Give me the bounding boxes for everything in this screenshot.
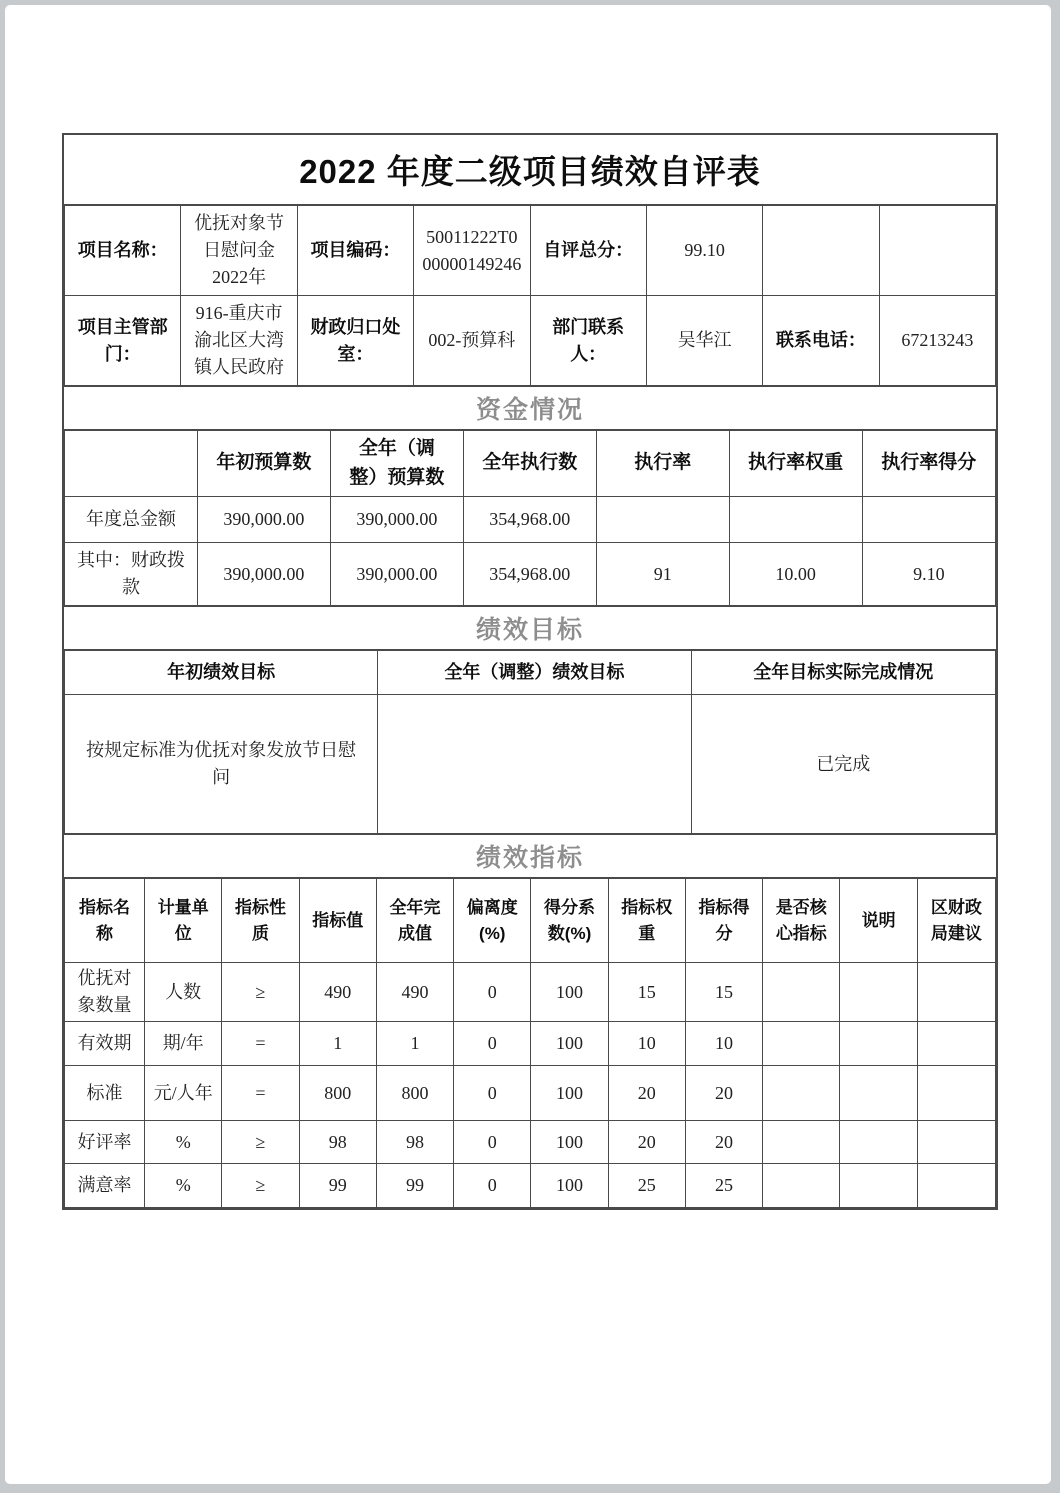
indicator-cell: 15	[608, 963, 685, 1022]
indicators-table	[64, 878, 996, 1208]
funding-header-executed: 全年执行数	[463, 431, 596, 497]
target-adjusted-value	[378, 695, 691, 834]
funding-row-label: 年度总金额	[65, 497, 198, 543]
info-row-2	[65, 296, 996, 386]
funding-header-blank	[65, 431, 198, 497]
indicator-cell: 490	[299, 963, 376, 1022]
indicator-cell: 100	[531, 1066, 608, 1121]
indicator-cell: 100	[531, 1022, 608, 1066]
funding-row-fiscal	[65, 543, 996, 606]
info-empty-cell	[763, 206, 879, 296]
funding-cell: 390,000.00	[330, 497, 463, 543]
target-initial-value: 按规定标准为优抚对象发放节日慰问	[65, 695, 378, 834]
target-actual-value: 已完成	[691, 695, 995, 834]
indicator-cell: =	[222, 1066, 299, 1121]
form-title: 2022 年度二级项目绩效自评表	[64, 135, 996, 205]
indicator-cell: 99	[376, 1164, 453, 1208]
indicator-row	[65, 963, 996, 1022]
indicator-cell: 800	[376, 1066, 453, 1121]
funding-cell: 91	[596, 543, 729, 606]
contact-person-value: 吴华江	[646, 296, 762, 386]
ind-header-completed-value: 全年完成值	[376, 879, 453, 963]
funding-cell: 354,968.00	[463, 497, 596, 543]
indicators-section-title: 绩效指标	[64, 834, 996, 878]
indicator-cell: 15	[685, 963, 762, 1022]
indicator-cell	[763, 1066, 840, 1121]
ind-header-target-value: 指标值	[299, 879, 376, 963]
funding-header-row	[65, 431, 996, 497]
self-score-label: 自评总分：	[530, 206, 646, 296]
funding-header-adjusted-budget: 全年（调整）预算数	[330, 431, 463, 497]
funding-cell: 390,000.00	[330, 543, 463, 606]
document-page	[5, 5, 1051, 1484]
indicator-cell: 0	[454, 1066, 531, 1121]
funding-header-initial-budget: 年初预算数	[197, 431, 330, 497]
indicator-cell: 元/人年	[145, 1066, 222, 1121]
funding-row-label: 其中：财政拨款	[65, 543, 198, 606]
project-name-label: 项目名称：	[65, 206, 181, 296]
targets-table	[64, 650, 996, 834]
targets-header-row	[65, 651, 996, 695]
ind-header-nature: 指标性质	[222, 879, 299, 963]
indicator-cell	[917, 1121, 995, 1164]
indicator-cell: 100	[531, 1164, 608, 1208]
ind-header-deviation: 偏离度(%)	[454, 879, 531, 963]
ind-header-unit: 计量单位	[145, 879, 222, 963]
ind-header-bureau-advice: 区财政局建议	[917, 879, 995, 963]
indicator-cell: 20	[608, 1121, 685, 1164]
indicator-cell	[840, 1121, 917, 1164]
funding-cell	[862, 497, 995, 543]
dept-value: 916-重庆市渝北区大湾镇人民政府	[181, 296, 297, 386]
targets-header-adjusted: 全年（调整）绩效目标	[378, 651, 691, 695]
funding-section-title: 资金情况	[64, 386, 996, 430]
indicator-cell: 20	[608, 1066, 685, 1121]
funding-cell: 10.00	[729, 543, 862, 606]
indicator-cell	[763, 1121, 840, 1164]
phone-label: 联系电话：	[763, 296, 879, 386]
ind-header-score: 指标得分	[685, 879, 762, 963]
ind-header-note: 说明	[840, 879, 917, 963]
indicator-row	[65, 1066, 996, 1121]
indicator-cell: ≥	[222, 963, 299, 1022]
indicator-cell: 25	[608, 1164, 685, 1208]
indicator-cell: 0	[454, 1164, 531, 1208]
project-code-value: 50011222T000000149246	[414, 206, 530, 296]
project-code-label: 项目编码：	[297, 206, 413, 296]
indicator-cell: 98	[299, 1121, 376, 1164]
info-row-1	[65, 206, 996, 296]
indicator-cell: 10	[685, 1022, 762, 1066]
indicator-cell: %	[145, 1121, 222, 1164]
funding-cell	[729, 497, 862, 543]
indicator-cell: 10	[608, 1022, 685, 1066]
contact-person-label: 部门联系人：	[530, 296, 646, 386]
indicator-cell: 100	[531, 963, 608, 1022]
funding-cell: 354,968.00	[463, 543, 596, 606]
targets-section-title: 绩效目标	[64, 606, 996, 650]
targets-content-row	[65, 695, 996, 834]
indicator-cell	[840, 1066, 917, 1121]
funding-header-rate-score: 执行率得分	[862, 431, 995, 497]
funding-cell: 390,000.00	[197, 543, 330, 606]
indicator-cell: 好评率	[65, 1121, 145, 1164]
indicator-row	[65, 1121, 996, 1164]
funding-header-execution-rate: 执行率	[596, 431, 729, 497]
indicator-cell: 人数	[145, 963, 222, 1022]
indicator-cell: 期/年	[145, 1022, 222, 1066]
indicator-cell	[917, 1022, 995, 1066]
indicator-cell: 490	[376, 963, 453, 1022]
indicator-cell: 0	[454, 1022, 531, 1066]
indicator-cell: 优抚对象数量	[65, 963, 145, 1022]
indicator-cell	[763, 1164, 840, 1208]
ind-header-core: 是否核心指标	[763, 879, 840, 963]
self-evaluation-form	[62, 133, 998, 1210]
indicator-cell: 20	[685, 1121, 762, 1164]
indicator-cell: 满意率	[65, 1164, 145, 1208]
dept-label: 项目主管部门：	[65, 296, 181, 386]
indicator-cell: 标准	[65, 1066, 145, 1121]
indicator-cell: 有效期	[65, 1022, 145, 1066]
indicator-cell: ≥	[222, 1164, 299, 1208]
funding-cell: 390,000.00	[197, 497, 330, 543]
indicator-cell: 20	[685, 1066, 762, 1121]
ind-header-score-coef: 得分系数(%)	[531, 879, 608, 963]
indicator-cell	[763, 963, 840, 1022]
indicator-cell: 98	[376, 1121, 453, 1164]
indicator-cell: 1	[376, 1022, 453, 1066]
funding-cell	[596, 497, 729, 543]
indicator-cell: 25	[685, 1164, 762, 1208]
indicator-cell: ≥	[222, 1121, 299, 1164]
indicator-row	[65, 1164, 996, 1208]
project-name-value: 优抚对象节日慰问金2022年	[181, 206, 297, 296]
info-empty-cell	[879, 206, 995, 296]
funding-row-total	[65, 497, 996, 543]
indicator-cell: 800	[299, 1066, 376, 1121]
indicator-cell	[840, 1022, 917, 1066]
indicator-cell	[917, 1164, 995, 1208]
indicator-cell: %	[145, 1164, 222, 1208]
phone-value: 67213243	[879, 296, 995, 386]
funding-cell: 9.10	[862, 543, 995, 606]
self-score-value: 99.10	[646, 206, 762, 296]
indicator-cell: 0	[454, 1121, 531, 1164]
targets-header-actual: 全年目标实际完成情况	[691, 651, 995, 695]
indicator-cell	[917, 1066, 995, 1121]
indicator-cell: 100	[531, 1121, 608, 1164]
indicator-cell	[917, 963, 995, 1022]
ind-header-name: 指标名称	[65, 879, 145, 963]
ind-header-weight: 指标权重	[608, 879, 685, 963]
indicator-cell: =	[222, 1022, 299, 1066]
indicator-cell: 1	[299, 1022, 376, 1066]
project-info-table	[64, 205, 996, 386]
indicator-cell: 0	[454, 963, 531, 1022]
targets-header-initial: 年初绩效目标	[65, 651, 378, 695]
indicators-header-row	[65, 879, 996, 963]
indicator-cell	[840, 1164, 917, 1208]
funding-header-rate-weight: 执行率权重	[729, 431, 862, 497]
indicator-cell	[763, 1022, 840, 1066]
funding-table	[64, 430, 996, 606]
finance-office-value: 002-预算科	[414, 296, 530, 386]
indicator-row	[65, 1022, 996, 1066]
indicator-cell: 99	[299, 1164, 376, 1208]
finance-office-label: 财政归口处室：	[297, 296, 413, 386]
indicator-cell	[840, 963, 917, 1022]
